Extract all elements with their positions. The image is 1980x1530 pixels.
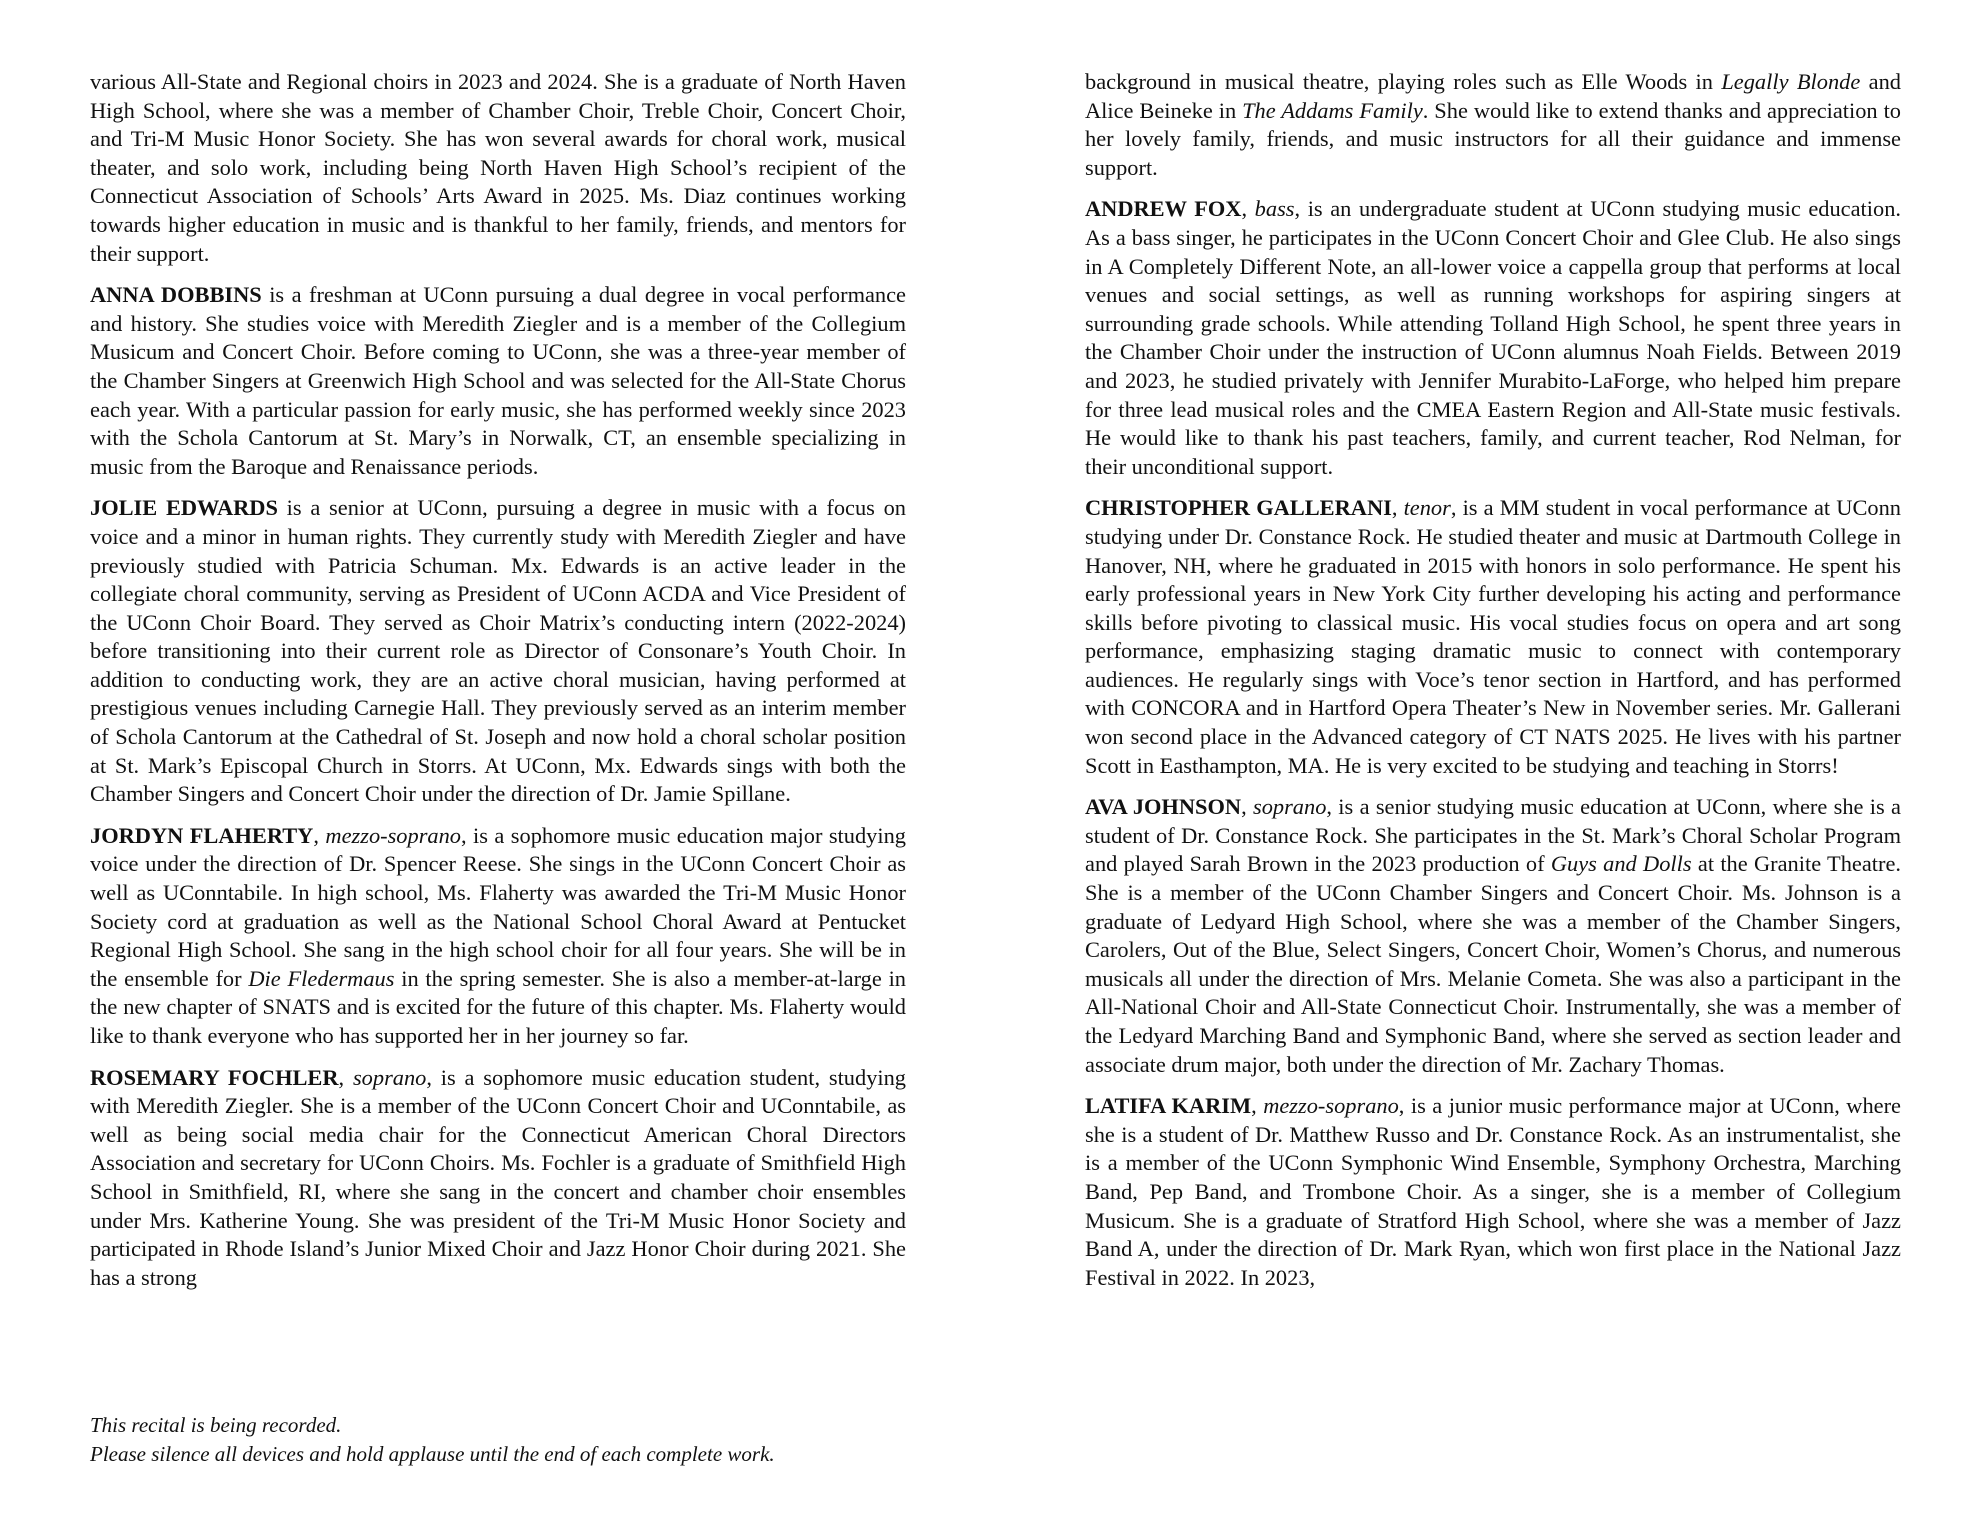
bio-text: , is an undergraduate student at UConn studying music education. As a bass singer, he participates in the UConn Concert Choir and Glee Club. He also sings in A Completely Different Note, an all-lower voice a cappella group that performs at local venues and social settings, as well as running workshops for aspiring singers at surrounding grade schools. While attending Tolland High School, he spent three years in the Chamber Choir under the instruction of UConn alumnus Noah Fields. Between 2019 and 2023, he studied privately with Jennifer Murabito-LaForge, who helped him prepare for three lead musical roles and the CMEA Eastern Region and All-State music festivals. He would like to thank his past teachers, family, and current teacher, Rod Nelman, for their unconditional support. bbox=[1085, 196, 1901, 479]
bio-christopher-gallerani bbox=[1085, 494, 1901, 780]
performer-name: ANNA DOBBINS bbox=[90, 282, 262, 308]
voice-type: mezzo-soprano bbox=[1263, 1093, 1399, 1119]
performer-name: LATIFA KARIM bbox=[1085, 1093, 1252, 1119]
bio-jolie-edwards bbox=[90, 494, 906, 809]
work-title: The Addams Family bbox=[1242, 97, 1423, 123]
voice-type: mezzo-soprano bbox=[325, 822, 461, 848]
name-separator: , bbox=[313, 822, 326, 848]
performer-name: AVA JOHNSON bbox=[1085, 794, 1242, 820]
name-separator: , bbox=[1251, 1093, 1264, 1119]
recording-notice: This recital is being recorded. bbox=[90, 1413, 342, 1437]
bio-text: background in musical theatre, playing roles such as Elle Woods in bbox=[1085, 69, 1722, 94]
bio-anna-dobbins bbox=[90, 281, 906, 481]
name-separator: , bbox=[1391, 495, 1404, 521]
performer-name: JOLIE EDWARDS bbox=[90, 495, 278, 521]
bio-latifa-karim bbox=[1085, 1092, 1901, 1292]
performer-name: ANDREW FOX bbox=[1085, 196, 1242, 222]
performer-name: CHRISTOPHER GALLERANI bbox=[1085, 495, 1392, 521]
voice-type: bass bbox=[1254, 196, 1295, 222]
bio-jordyn-flaherty bbox=[90, 822, 906, 1051]
name-separator: , bbox=[338, 1064, 353, 1090]
bio-text: , is a sophomore music education student, studying with Meredith Ziegler. She is a member of the UConn Concert Choir and UConntabile, as well as being social media chair for the Connecticut American Choral Directors Association and secretary for UConn Choirs. Ms. Fochler is a graduate of Smithfield High School in Smithfield, RI, where she sang in the concert and chamber choir ensembles under Mrs. Katherine Young. She was president of the Tri-M Music Honor Society and participated in Rhode Island’s Junior Mixed Choir and Jazz Honor Choir during 2021. She has a strong bbox=[90, 1064, 907, 1290]
work-title: Legally Blonde bbox=[1721, 69, 1861, 94]
recital-notice bbox=[90, 1411, 990, 1468]
bio-text: , is a senior studying music education at UConn, where she is a student of Dr. Constance Rock. She participates in the St. Mark’s Choral Scholar Program and played Sarah Brown in the 2023 production of bbox=[1085, 794, 1901, 877]
work-title: Die Fledermaus bbox=[248, 965, 395, 991]
bio-text: , is a sophomore music education major studying voice under the direction of Dr. Spencer Reese. She sings in the UConn Concert Choir as well as UConntabile. In high school, Ms. Flaherty was awarded the Tri-M Music Honor Society cord at graduation as well as the National School Choral Award at Pentucket Regional High School. She sang in the high school choir for all four years. She will be in the ensemble for bbox=[90, 822, 906, 991]
voice-type: soprano bbox=[1252, 794, 1327, 820]
right-column bbox=[1085, 68, 1901, 1305]
voice-type: tenor bbox=[1403, 495, 1451, 521]
work-title: Guys and Dolls bbox=[1550, 851, 1692, 877]
bio-text: , is a junior music performance major at UConn, where she is a student of Dr. Matthew Russo and Dr. Constance Rock. As an instrumentalist, she is a member of the UConn Symphonic Wind Ensemble, Symphony Orchestra, Marching Band, Pep Band, and Trombone Choir. As a singer, she is a member of Collegium Musicum. She is a graduate of Stratford High School, where she was a member of Jazz Band A, under the direction of Dr. Mark Ryan, which won first place in the National Jazz Festival in 2022. In 2023, bbox=[1085, 1093, 1901, 1290]
bio-ava-johnson bbox=[1085, 793, 1901, 1079]
bio-text: is a freshman at UConn pursuing a dual degree in vocal performance and history. She studies voice with Meredith Ziegler and is a member of the Collegium Musicum and Concert Choir. Before coming to UConn, she was a three-year member of the Chamber Singers at Greenwich High School and was selected for the All-State Chorus each year. With a particular passion for early music, she has performed weekly since 2023 with the Schola Cantorum at St. Mary’s in Norwalk, CT, an ensemble specializing in music from the Baroque and Renaissance periods. bbox=[90, 282, 906, 479]
bio-text: in the spring semester. She is also a member-at-large in the new chapter of SNATS and is excited for the future of this chapter. Ms. Flaherty would like to thank everyone who has supported her in her journey so far. bbox=[90, 965, 906, 1048]
bio-text: at the Granite Theatre. She is a member of the UConn Chamber Singers and Concert Choir. Ms. Johnson is a graduate of Ledyard High School, where she was a member of the Chamber Singers, Carolers, Out of the Blue, Select Singers, Concert Choir, Women’s Chorus, and numerous musicals all under the direction of Mrs. Melanie Cometa. She was also a participant in the All-National Choir and All-State Connecticut Choir. Instrumentally, she was a member of the Ledyard Marching Band and Symphonic Band, where she served as section leader and associate drum major, both under the direction of Mr. Zachary Thomas. bbox=[1085, 851, 1901, 1077]
bio-text: various All-State and Regional choirs in 2023 and 2024. She is a graduate of North Haven High School, where she was a member of Chamber Choir, Treble Choir, Concert Choir, and Tri-M Music Honor Society. She has won several awards for choral work, musical theater, and solo work, including being North Haven High School’s recipient of the Connecticut Association of Schools’ Arts Award in 2025. Ms. Diaz continues working towards higher education in music and is thankful to her family, friends, and mentors for their support. bbox=[90, 69, 906, 266]
left-column bbox=[90, 68, 906, 1305]
performer-name: ROSEMARY FOCHLER bbox=[90, 1064, 339, 1090]
bio-diaz-continued bbox=[90, 68, 906, 268]
bio-andrew-fox bbox=[1085, 195, 1901, 481]
name-separator: , bbox=[1241, 794, 1253, 820]
bio-text: , is a MM student in vocal performance at UConn studying under Dr. Constance Rock. He studied theater and music at Dartmouth College in Hanover, NH, where he graduated in 2015 with honors in solo performance. He spent his early professional years in New York City further developing his acting and performance skills before pivoting to classical music. His vocal studies focus on opera and art song performance, emphasizing staging dramatic music to connect with contemporary audiences. He regularly sings with Voce’s tenor section in Hartford, and has performed with CONCORA and in Hartford Opera Theater’s New in November series. Mr. Gallerani won second place in the Advanced category of CT NATS 2025. He lives with his partner Scott in Easthampton, MA. He is very excited to be studying and teaching in Storrs! bbox=[1085, 495, 1901, 778]
bio-text: is a senior at UConn, pursuing a degree in music with a focus on voice and a minor in human rights. They currently study with Meredith Ziegler and have previously studied with Patricia Schuman. Mx. Edwards is an active leader in the collegiate choral community, serving as President of UConn ACDA and Vice President of the UConn Choir Board. They served as Choir Matrix’s conducting intern (2022-2024) before transitioning into their current role as Director of Consonare’s Youth Choir. In addition to conducting work, they are an active choral musician, having performed at prestigious venues including Carnegie Hall. They previously served as an interim member of Schola Cantorum at the Cathedral of St. Joseph and now hold a choral scholar position at St. Mark’s Episcopal Church in Storrs. At UConn, Mx. Edwards sings with both the Chamber Singers and Concert Choir under the direction of Dr. Jamie Spillane. bbox=[90, 495, 907, 807]
bio-text: and Alice Beineke in bbox=[1085, 69, 1901, 123]
voice-type: soprano bbox=[352, 1064, 427, 1090]
performer-name: JORDYN FLAHERTY bbox=[90, 822, 314, 848]
bio-text: . She would like to extend thanks and appreciation to her lovely family, friends, and music instructors for all their guidance and immense support. bbox=[1085, 97, 1901, 180]
silence-devices-notice: Please silence all devices and hold applause until the end of each complete work. bbox=[90, 1441, 775, 1466]
name-separator: , bbox=[1241, 196, 1255, 222]
bio-fochler-continued bbox=[1085, 68, 1901, 182]
bio-rosemary-fochler bbox=[90, 1064, 906, 1293]
